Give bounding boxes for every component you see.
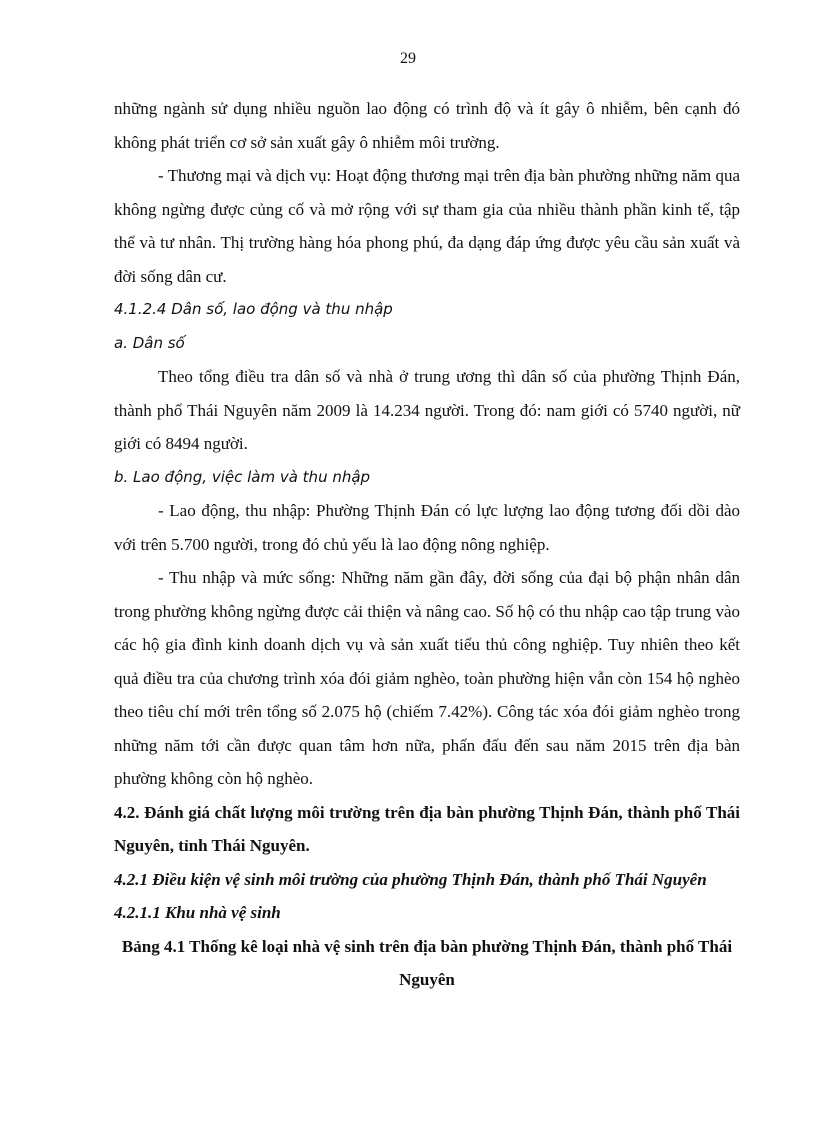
heading-population: a. Dân số	[114, 333, 185, 352]
paragraph-industry-continued: những ngành sử dụng nhiều nguồn lao động có trình độ và ít gây ô nhiễm, bên cạnh đó không phát triển cơ sở sản xuất gây ô nhiễm môi trường.	[114, 99, 740, 152]
heading-4-2-1: 4.2.1 Điều kiện vệ sinh môi trường của phường Thịnh Đán, thành phố Thái Nguyên	[114, 869, 707, 889]
paragraph-population: Theo tổng điều tra dân số và nhà ở trung ương thì dân số của phường Thịnh Đán, thành phố Thái Nguyên năm 2009 là 14.234 người. Trong đó: nam giới có 5740 người, nữ giới có 8494 người.	[114, 367, 740, 453]
heading-labor-income: b. Lao động, việc làm và thu nhập	[114, 467, 371, 486]
heading-4-2-1-1: 4.2.1.1 Khu nhà vệ sinh	[114, 903, 281, 922]
heading-4-2: 4.2. Đánh giá chất lượng môi trường trên địa bàn phường Thịnh Đán, thành phố Thái Nguyên, tỉnh Thái Nguyên.	[114, 802, 740, 855]
paragraph-trade-services: - Thương mại và dịch vụ: Hoạt động thương mại trên địa bàn phường những năm qua không ngừng được củng cố và mở rộng với sự tham gia của nhiều thành phần kinh tế, tập thể và tư nhân. Thị trường hàng hóa phong phú, đa dạng đáp ứng được yêu cầu sản xuất và đời sống dân cư.	[114, 166, 740, 286]
page-body	[114, 92, 740, 997]
table-caption: Bảng 4.1 Thống kê loại nhà vệ sinh trên địa bàn phường Thịnh Đán, thành phố Thái Nguyên	[121, 936, 733, 989]
page-number: 29	[400, 50, 416, 67]
paragraph-labor: - Lao động, thu nhập: Phường Thịnh Đán có lực lượng lao động tương đối dồi dào với trên 5.700 người, trong đó chủ yếu là lao động nông nghiệp.	[114, 501, 740, 554]
paragraph-income-living: - Thu nhập và mức sống: Những năm gần đây, đời sống của đại bộ phận nhân dân trong phường không ngừng được cải thiện và nâng cao. Số hộ có thu nhập cao tập trung vào các hộ gia đình kinh doanh dịch vụ và sản xuất tiểu thủ công nghiệp. Tuy nhiên theo kết quả điều tra của chương trình xóa đói giảm nghèo, toàn phường hiện vẫn còn 154 hộ nghèo theo tiêu chí mới trên tổng số 2.075 hộ (chiếm 7.42%). Công tác xóa đói giảm nghèo trong những năm tới cần được quan tâm hơn nữa, phấn đấu đến sau năm 2015 trên địa bàn phường không còn hộ nghèo.	[114, 568, 740, 788]
heading-4-1-2-4: 4.1.2.4 Dân số, lao động và thu nhập	[114, 300, 393, 318]
